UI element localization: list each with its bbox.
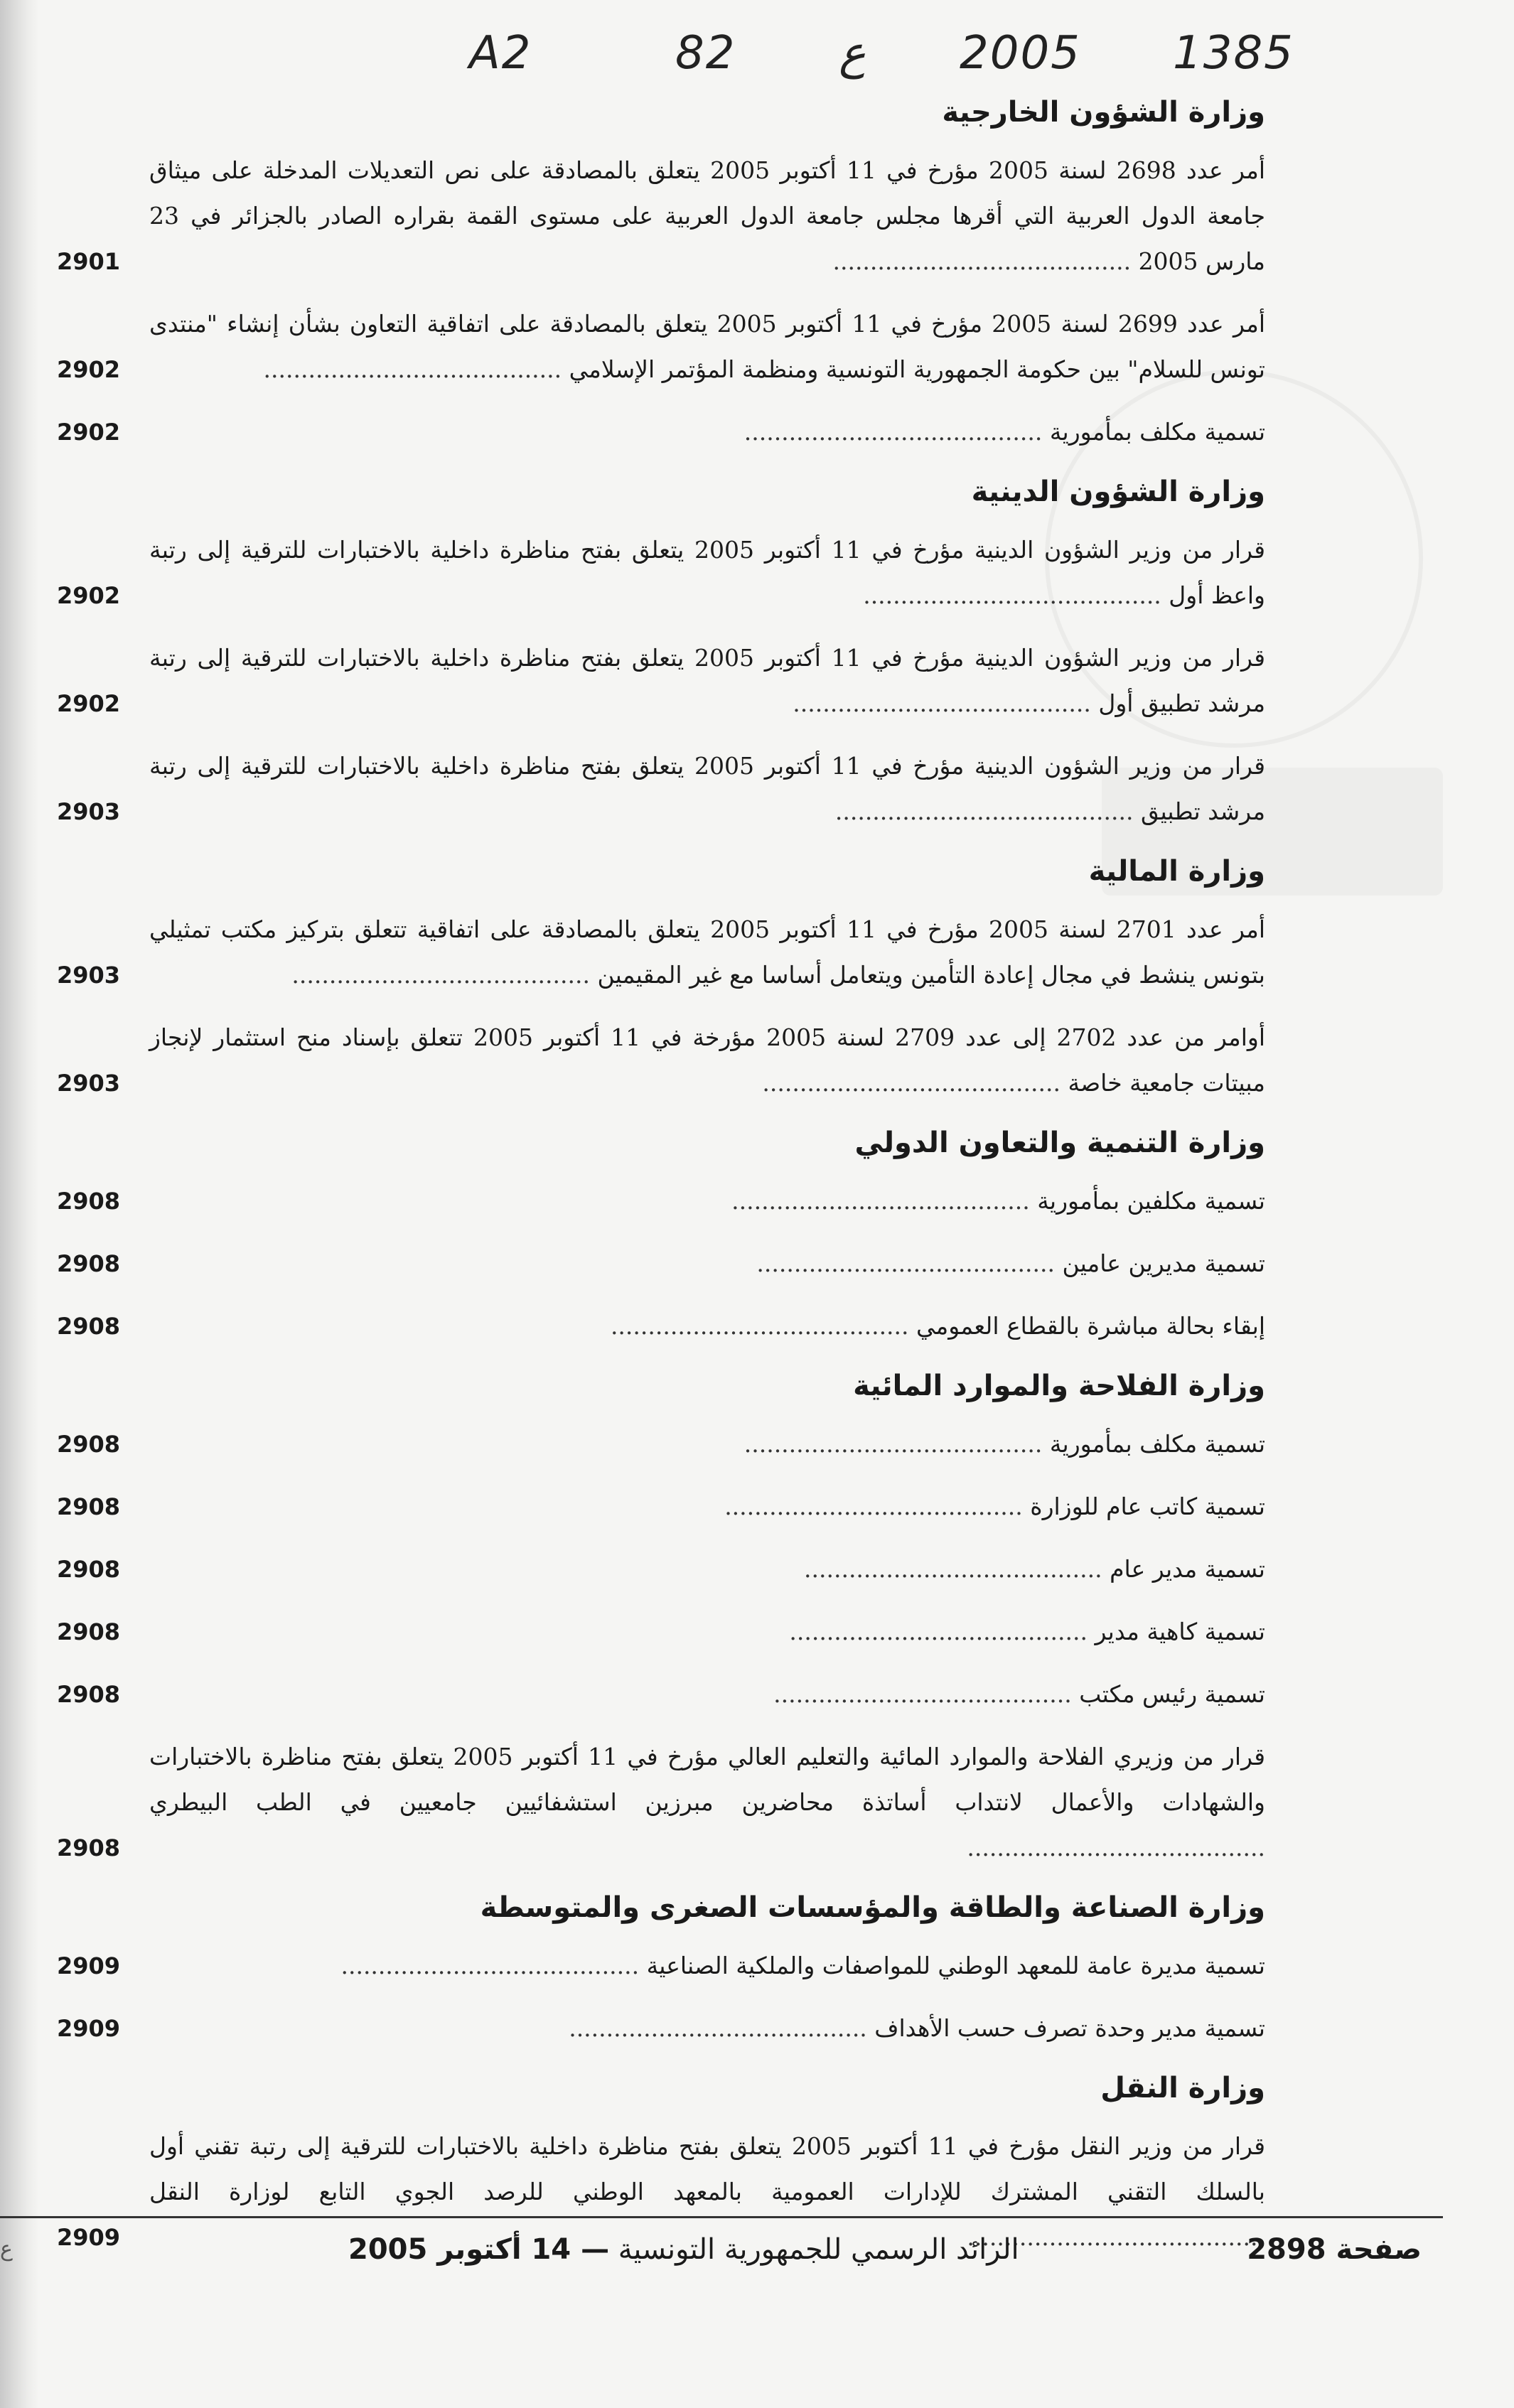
toc-entry [57,907,1265,998]
toc-entry-text-wrap [149,1609,1265,1655]
toc-entry-text-wrap [149,907,1265,998]
page-edge-shadow [0,0,39,2408]
footer-divider [0,2216,1443,2218]
toc-entry-text: تسمية كاتب عام للوزارة [1030,1493,1265,1520]
handwritten-year: 2005 [960,27,1081,80]
dot-leader: ........................................ [731,1187,1038,1215]
dot-leader: ........................................ [967,1834,1265,1861]
toc-entry-text: أوامر من عدد 2702 إلى عدد 2709 لسنة 2005 مؤرخة في 11 أكتوبر 2005 تتعلق بإسناد منح استثمار لإنجاز مبيتات جامعية خاصة [149,1023,1265,1097]
toc-entry [57,635,1265,726]
ministry-title: وزارة التنمية والتعاون الدولي [854,1127,1265,1159]
toc-page-number: 2908 [57,1618,121,1645]
toc-entry [57,301,1265,392]
toc-entry-text-wrap [149,1484,1265,1530]
ministry-title: وزارة الصناعة والطاقة والمؤسسات الصغرى والمتوسطة [480,1891,1265,1924]
toc-entry [57,148,1265,284]
toc-entry-text: تسمية كاهية مدير [1095,1618,1265,1645]
ministry-title: وزارة النقل [1100,2072,1265,2105]
gazette-date: — 14 أكتوبر 2005 [348,2233,610,2266]
toc-entry-text: تسمية مديرين عامين [1062,1249,1265,1277]
toc-entry [57,1672,1265,1717]
toc-page-number: 2908 [57,1431,121,1458]
ministry-section [57,1366,1265,1871]
toc-entry [57,1734,1265,1871]
toc-page-number: 2909 [57,2224,121,2251]
toc-entry-text-wrap [149,2006,1265,2051]
toc-page-number: 2902 [57,356,121,383]
handwritten-letter: ع [839,27,866,80]
page-number-label: صفحة 2898 [1247,2233,1422,2266]
footer-gazette [348,2228,1019,2271]
toc-entry-text: تسمية مكلف بمأمورية [1049,1430,1265,1458]
toc-entry [57,743,1265,834]
toc-entry-text: تسمية مكلفين بمأمورية [1037,1187,1265,1215]
footer-cut-text: ع [0,2237,13,2262]
toc-page-number: 2909 [57,1952,121,1979]
ministry-title: وزارة الفلاحة والموارد المائية [853,1370,1265,1402]
table-of-contents [57,92,1265,2277]
ministry-title: وزارة الشؤون الدينية [971,475,1265,508]
handwritten-id: 1385 [1173,27,1294,80]
toc-page-number: 2908 [57,1313,121,1340]
toc-entry [57,2006,1265,2051]
ministry-title: وزارة الشؤون الخارجية [942,96,1265,129]
toc-entry [57,1943,1265,1989]
toc-entry-text: قرار من وزيري الفلاحة والموارد المائية والتعليم العالي مؤرخ في 11 أكتوبر 2005 يتعلق بفتح مناظرة بالاختبارات والشهادات والأعمال لانتداب أساتذة محاضرين مبرزين استشفائيين جامعيين في الطب البيطري [149,1743,1265,1816]
toc-entry-text: تسمية مكلف بمأمورية [1049,418,1265,446]
ministry-title: وزارة المالية [1088,855,1265,888]
dot-leader: ........................................ [773,1680,1080,1708]
toc-entry-text: قرار من وزير الشؤون الدينية مؤرخ في 11 أكتوبر 2005 يتعلق بفتح مناظرة داخلية بالاختبارات للترقية إلى رتبة واعظ أول [149,536,1265,609]
toc-entry [57,1484,1265,1530]
toc-page-number: 2908 [57,1250,121,1277]
toc-entry-text: أمر عدد 2701 لسنة 2005 مؤرخ في 11 أكتوبر 2005 يتعلق بالمصادقة على اتفاقية تتعلق بتركيز مكتب تمثيلي بتونس ينشط في مجال إعادة التأمين ويتعامل أساسا مع غير المقيمين [149,915,1266,989]
dot-leader: ........................................ [291,961,598,989]
toc-entry [57,1547,1265,1592]
ministry-section [57,472,1265,834]
toc-entry [57,1241,1265,1286]
toc-page-number: 2901 [57,248,121,275]
toc-page-number: 2902 [57,690,121,717]
toc-entry-text: تسمية رئيس مكتب [1079,1680,1265,1708]
toc-page-number: 2908 [57,1834,121,1861]
dot-leader: ........................................ [756,1249,1063,1277]
dot-leader: ........................................ [789,1618,1095,1645]
toc-entry-text-wrap [149,1672,1265,1717]
toc-entry-text-wrap [149,1943,1265,1989]
toc-entry-text: قرار من وزير الشؤون الدينية مؤرخ في 11 أكتوبر 2005 يتعلق بفتح مناظرة داخلية بالاختبارات للترقية إلى رتبة مرشد تطبيق [149,752,1265,825]
toc-page-number: 2902 [57,582,121,609]
dot-leader: ........................................ [263,355,569,383]
toc-entry-text: إبقاء بحالة مباشرة بالقطاع العمومي [916,1312,1265,1340]
toc-page-number: 2902 [57,419,121,446]
dot-leader: ........................................ [762,1069,1068,1097]
gazette-name: الرائد الرسمي للجمهورية التونسية [618,2233,1019,2266]
dot-leader: ........................................ [743,418,1050,446]
toc-entry-text: تسمية مدير وحدة تصرف حسب الأهداف [874,2014,1265,2042]
handwritten-number: 82 [675,27,736,80]
ministry-section [57,1123,1265,1349]
toc-entry-text-wrap [149,527,1265,618]
dot-leader: ........................................ [610,1312,917,1340]
toc-entry [57,1421,1265,1467]
toc-entry [57,1609,1265,1655]
toc-entry-text-wrap [149,743,1265,834]
toc-entry-text: تسمية مديرة عامة للمعهد الوطني للمواصفات والملكية الصناعية [646,1952,1265,1979]
toc-entry-text-wrap [149,1421,1265,1467]
toc-entry-text: أمر عدد 2698 لسنة 2005 مؤرخ في 11 أكتوبر 2005 يتعلق بالمصادقة على نص التعديلات المدخلة على ميثاق جامعة الدول العربية التي أقرها مجلس جامعة الدول العربية على مستوى القمة بقراره الصادر بالجزائر في 23 مارس 2005 [149,156,1266,275]
toc-page-number: 2903 [57,962,121,989]
toc-page-number: 2908 [57,1556,121,1583]
dot-leader: ........................................ [967,2223,1265,2251]
toc-entry-text-wrap [149,1547,1265,1592]
dot-leader: ........................................ [804,1555,1110,1583]
dot-leader: ........................................ [724,1493,1031,1520]
toc-entry-text-wrap [149,301,1265,392]
ministry-section [57,851,1265,1106]
toc-entry-text: تسمية مدير عام [1110,1555,1265,1583]
toc-page-number: 2903 [57,1070,121,1097]
toc-entry-text-wrap [149,1015,1265,1106]
ministry-section [57,92,1265,455]
dot-leader: ........................................ [743,1430,1050,1458]
dot-leader: ........................................ [340,1952,647,1979]
toc-page-number: 2908 [57,1493,121,1520]
toc-entry-text-wrap [149,635,1265,726]
dot-leader: ........................................ [832,247,1139,275]
handwritten-code: A2 [469,27,532,80]
dot-leader: ........................................ [863,581,1169,609]
toc-entry [57,409,1265,455]
page-footer [0,2228,1422,2271]
toc-entry [57,1015,1265,1106]
ministry-section [57,1888,1265,2051]
toc-entry-text-wrap [149,409,1265,455]
handwritten-annotation [469,20,1351,91]
toc-entry-text: أمر عدد 2699 لسنة 2005 مؤرخ في 11 أكتوبر 2005 يتعلق بالمصادقة على اتفاقية التعاون بشأن إنشاء "منتدى تونس للسلام" بين حكومة الجمهورية التونسية ومنظمة المؤتمر الإسلامي [149,310,1266,383]
toc-entry [57,1178,1265,1224]
toc-page-number: 2908 [57,1681,121,1708]
toc-page-number: 2908 [57,1188,121,1215]
toc-entry-text-wrap [149,148,1265,284]
toc-entry-text: قرار من وزير النقل مؤرخ في 11 أكتوبر 2005 يتعلق بفتح مناظرة داخلية بالاختبارات للترقية إلى رتبة تقني أول بالسلك التقني المشترك للإدارات العمومية بالمعهد الوطني للرصد الجوي التابع لوزارة النقل [149,2132,1265,2205]
toc-page-number: 2903 [57,798,121,825]
dot-leader: ........................................ [793,689,1099,717]
toc-entry-text-wrap [149,1734,1265,1871]
toc-entry [57,527,1265,618]
dot-leader: ........................................ [834,797,1141,825]
toc-entry-text-wrap [149,1241,1265,1286]
toc-entry-text-wrap [149,1304,1265,1349]
toc-page-number: 2909 [57,2015,121,2042]
toc-entry-text-wrap [149,1178,1265,1224]
toc-entry-text: قرار من وزير الشؤون الدينية مؤرخ في 11 أكتوبر 2005 يتعلق بفتح مناظرة داخلية بالاختبارات للترقية إلى رتبة مرشد تطبيق أول [149,644,1265,717]
dot-leader: ........................................ [569,2014,875,2042]
toc-entry [57,1304,1265,1349]
